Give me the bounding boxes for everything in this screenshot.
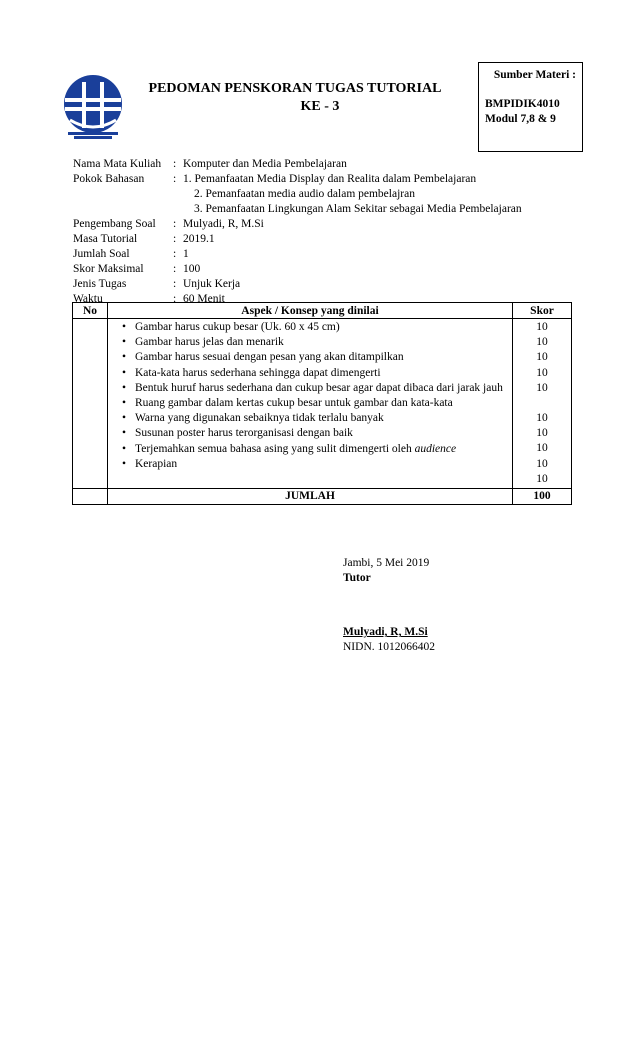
signatory-name: Mulyadi, R, M.Si xyxy=(343,626,428,638)
meta-value: Unjuk Kerja xyxy=(183,278,241,290)
title-line-1: PEDOMAN PENSKORAN TUGAS TUTORIAL xyxy=(148,81,442,96)
source-modules: Modul 7,8 & 9 xyxy=(485,113,556,125)
meta-topic xyxy=(73,172,593,187)
aspect-list xyxy=(122,321,504,471)
title-line-2: KE - 3 xyxy=(300,99,340,114)
meta-value: 100 xyxy=(183,263,201,275)
aspect-text: Gambar harus cukup besar (Uk. 60 x 45 cm) xyxy=(135,321,340,333)
meta-value: 2019.1 xyxy=(183,233,215,245)
source-box xyxy=(478,62,583,152)
aspect-item xyxy=(122,351,504,364)
meta-sep: : xyxy=(173,278,177,290)
score-value: 10 xyxy=(536,381,548,394)
score-value: 10 xyxy=(536,321,548,333)
meta-count xyxy=(73,247,593,262)
source-label: Sumber Materi : xyxy=(493,69,576,81)
aspect-text: Warna yang digunakan sebaiknya tidak terlalu banyak xyxy=(135,412,384,425)
header-score: Skor xyxy=(513,303,572,319)
header-no: No xyxy=(73,303,108,319)
bullet-icon: • xyxy=(122,321,127,333)
scores-cell xyxy=(513,319,572,489)
meta-value: 1. Pemanfaatan Media Display dan Realita dalam Pembelajaran xyxy=(183,173,477,185)
score-value: 10 xyxy=(536,366,548,379)
aspect-text: Bentuk huruf harus sederhana dan cukup besar agar dapat dibaca dari jarak jauh xyxy=(135,381,503,394)
meta-max-score xyxy=(73,262,593,277)
bullet-icon: • xyxy=(122,336,127,349)
aspect-italic-term: audience xyxy=(414,442,457,455)
place-date: Jambi, 5 Mei 2019 xyxy=(343,557,430,569)
meta-label: Nama Mata Kuliah xyxy=(73,158,162,170)
meta-info xyxy=(73,157,593,307)
score-value: 10 xyxy=(536,411,548,424)
aspect-item xyxy=(122,412,504,425)
header-aspect: Aspek / Konsep yang dinilai xyxy=(108,303,513,319)
aspect-text: Ruang gambar dalam kertas cukup besar untuk gambar dan kata-kata xyxy=(135,396,453,409)
meta-task-type xyxy=(73,277,593,292)
score-value: 10 xyxy=(536,336,548,349)
score-value: 10 xyxy=(536,351,548,364)
meta-label: Masa Tutorial xyxy=(73,233,138,245)
score-value: 10 xyxy=(536,472,548,485)
meta-label: Jenis Tugas xyxy=(73,278,127,290)
meta-value: Mulyadi, R, M.Si xyxy=(183,218,264,230)
meta-period xyxy=(73,232,593,247)
meta-label: Waktu xyxy=(73,293,103,305)
total-row xyxy=(73,488,572,504)
aspect-item xyxy=(122,427,504,440)
total-label: JUMLAH xyxy=(108,488,513,504)
meta-sep: : xyxy=(173,248,177,260)
score-value: 10 xyxy=(536,457,548,470)
meta-label: Jumlah Soal xyxy=(73,248,130,260)
aspect-item xyxy=(122,382,504,395)
scoring-table xyxy=(72,302,572,505)
aspect-text: Gambar harus sesuai dengan pesan yang akan ditampilkan xyxy=(135,351,404,364)
meta-label: Pengembang Soal xyxy=(73,218,156,230)
table-row xyxy=(73,319,572,489)
document-title xyxy=(100,80,490,116)
meta-sep: : xyxy=(173,233,177,245)
aspects-cell xyxy=(108,319,513,489)
bullet-icon: • xyxy=(122,381,127,394)
meta-value: 1 xyxy=(183,248,189,260)
bullet-icon: • xyxy=(122,442,127,455)
aspect-text: Gambar harus jelas dan menarik xyxy=(135,336,284,349)
meta-course xyxy=(73,157,593,172)
aspect-item xyxy=(122,458,504,471)
aspect-item xyxy=(122,367,504,380)
meta-sep: : xyxy=(173,158,177,170)
signature-block xyxy=(343,556,543,655)
no-cell xyxy=(73,319,108,489)
bullet-icon: • xyxy=(122,396,127,409)
meta-value: 60 Menit xyxy=(183,293,225,305)
aspect-text: Susunan poster harus terorganisasi dengan baik xyxy=(135,427,353,440)
total-no-cell xyxy=(73,488,108,504)
meta-sep: : xyxy=(173,293,177,305)
meta-topic-cont-2: 3. Pemanfaatan Lingkungan Alam Sekitar sebagai Media Pembelajaran xyxy=(194,203,522,215)
aspect-item xyxy=(122,397,504,410)
meta-value: Komputer dan Media Pembelajaran xyxy=(183,158,347,170)
meta-label: Pokok Bahasan xyxy=(73,173,145,185)
meta-sep: : xyxy=(173,263,177,275)
meta-label: Skor Maksimal xyxy=(73,263,144,275)
bullet-icon: • xyxy=(122,457,127,470)
table-header-row xyxy=(73,303,572,319)
signatory-id: NIDN. 1012066402 xyxy=(343,641,435,653)
aspect-item xyxy=(122,336,504,349)
bullet-icon: • xyxy=(122,351,127,364)
meta-sep: : xyxy=(173,218,177,230)
score-value: 10 xyxy=(536,427,548,440)
bullet-icon: • xyxy=(122,412,127,425)
signature-role: Tutor xyxy=(343,572,371,584)
aspect-item xyxy=(122,321,504,334)
aspect-item xyxy=(122,443,504,456)
bullet-icon: • xyxy=(122,427,127,440)
meta-developer xyxy=(73,217,593,232)
meta-topic-cont-1: 2. Pemanfaatan media audio dalam pembelajran xyxy=(194,188,415,200)
meta-sep: : xyxy=(173,173,177,185)
aspect-text: Kerapian xyxy=(135,457,178,470)
aspect-text: Terjemahkan semua bahasa asing yang sulit dimengerti oleh xyxy=(135,442,412,455)
bullet-icon: • xyxy=(122,366,127,379)
source-code: BMPIDIK4010 xyxy=(485,98,560,110)
aspect-text: Kata-kata harus sederhana sehingga dapat dimengerti xyxy=(135,366,381,379)
score-value: 10 xyxy=(536,442,548,455)
total-value: 100 xyxy=(513,488,572,504)
